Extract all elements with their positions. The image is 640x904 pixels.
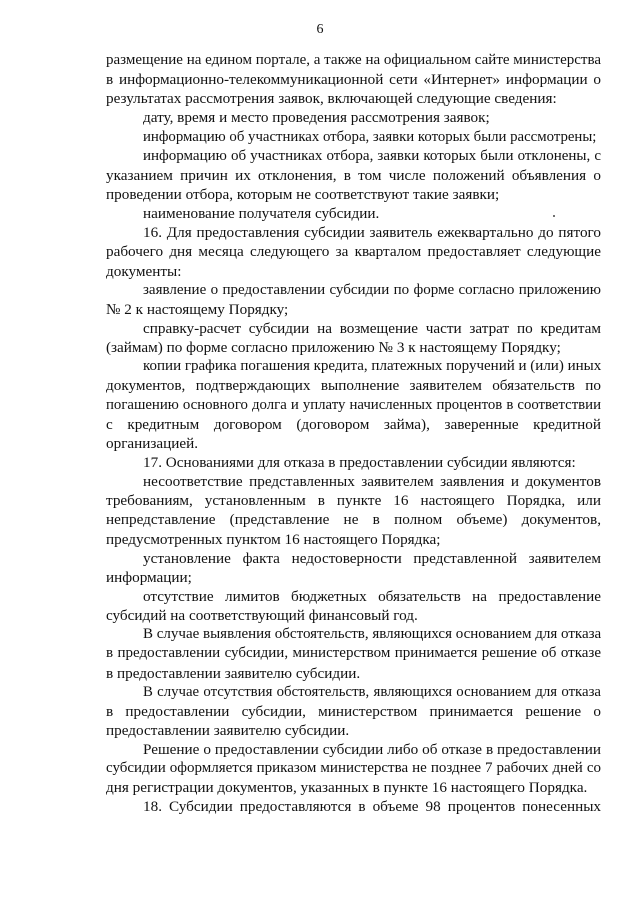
text-line: в предоставлении субсидии, министерством принимается решение о [106, 702, 601, 720]
text-line: субсидии оформляется приказом министерства не позднее 7 рабочих дней со [106, 760, 601, 777]
text-line: размещение на едином портале, а также на официальном сайте министерства [106, 52, 601, 68]
text-line: заявление о предоставлении субсидии по форме согласно приложению [143, 281, 601, 298]
text-line: информацию об участниках отбора, заявки которых были рассмотрены; [143, 128, 597, 145]
text-line: в предоставлении субсидии, министерством принимается решение об отказе [106, 645, 601, 662]
text-line: непредставление (представление не в полном объеме) документов, [106, 511, 601, 529]
text-line: указанием причин их отклонения, в том числе положений объявления о [106, 166, 601, 184]
text-line: организацией. [106, 434, 199, 452]
text-line: 16. Для предоставления субсидии заявитель ежеквартально до пятого [143, 224, 601, 242]
text-line: требованиям, установленным в пункте 16 настоящего Порядка, или [106, 492, 601, 510]
text-line: установление факта недостоверности представленной заявителем [143, 549, 601, 567]
text-line: документов, подтверждающих выполнение заявителем обязательств по [106, 377, 601, 395]
text-line: (займам) по форме согласно приложению № 3 к настоящему Порядку; [106, 339, 561, 357]
text-line: Решение о предоставлении субсидии либо об отказе в предоставлении [143, 741, 601, 759]
document-body [106, 51, 601, 817]
text-line: предусмотренных пунктом 16 настоящего Порядка; [106, 530, 441, 548]
text-line: копии графика погашения кредита, платежных поручений и (или) иных [143, 358, 602, 375]
text-line: отсутствие лимитов бюджетных обязательств на предоставление [143, 587, 601, 605]
text-line: результатах рассмотрения заявок, включающей следующие сведения: [106, 90, 557, 108]
text-line: № 2 к настоящему Порядку; [106, 300, 289, 318]
text-line: в информационно-телекоммуникационной сети «Интернет» информации о [106, 71, 601, 89]
text-line: в предоставлении заявителю субсидии. [106, 664, 361, 682]
text-line: справку-расчет субсидии на возмещение части затрат по кредитам [143, 319, 601, 337]
text-line: документы: [106, 262, 182, 280]
text-line: несоответствие представленных заявителем заявления и документов [143, 473, 601, 491]
text-line: дату, время и место проведения рассмотрения заявок; [143, 109, 490, 127]
text-line: предоставлении заявителю субсидии. [106, 721, 350, 739]
text-line: информацию об участниках отбора, заявки которых были отклонены, с [143, 147, 601, 164]
text-line: субсидий на соответствующий финансовый год. [106, 607, 418, 625]
page-number: 6 [316, 22, 324, 37]
text-line: информации; [106, 568, 192, 586]
text-line: рабочего дня месяца следующего за кварталом предоставляет следующие [106, 243, 601, 261]
text-line: 17. Основаниями для отказа в предоставлении субсидии являются: [143, 453, 576, 471]
text-line: В случае выявления обстоятельств, являющихся основанием для отказа [143, 626, 602, 643]
text-line: с кредитным договором (договором займа), заверенные кредитной [106, 415, 601, 433]
text-line: В случае отсутствия обстоятельств, являющихся основанием для отказа [143, 683, 601, 700]
text-line: погашению основного долга и уплату начисленных процентов в соответствии [106, 396, 601, 413]
text-line: 18. Субсидии предоставляются в объеме 98 процентов понесенных [143, 798, 601, 816]
text-line: наименование получателя субсидии. [143, 205, 380, 223]
scan-speck [553, 215, 555, 217]
text-line: проведении отбора, которым не соответствуют такие заявки; [106, 185, 500, 203]
text-line: дня регистрации документов, указанных в пункте 16 настоящего Порядка. [106, 779, 588, 797]
